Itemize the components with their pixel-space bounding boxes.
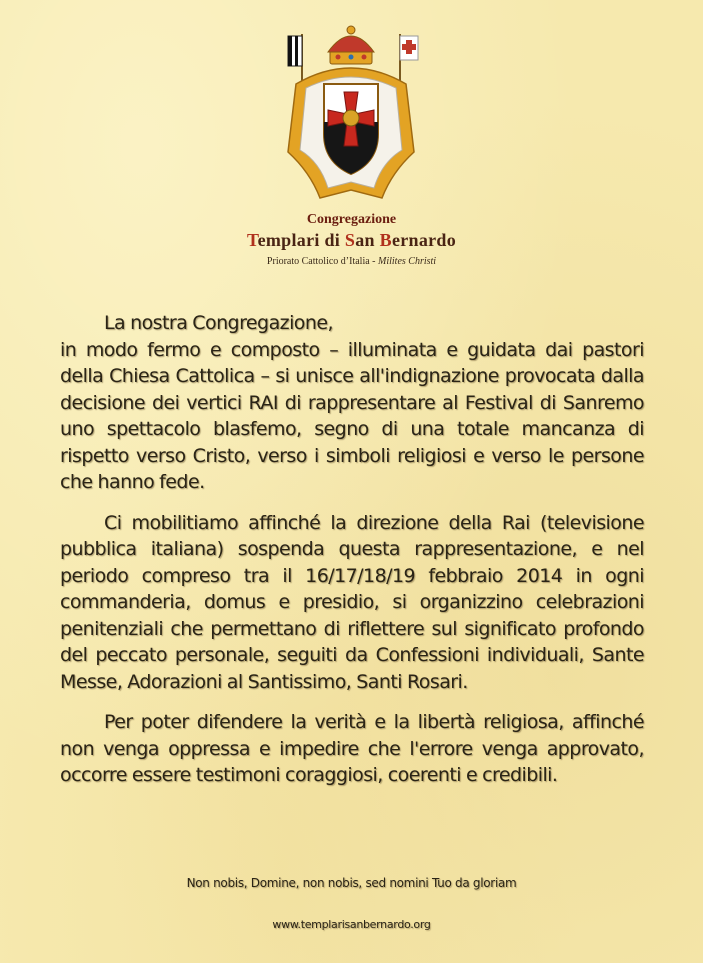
website-link[interactable]: www.templarisanbernardo.org	[272, 918, 431, 931]
org-initial-t: T	[246, 230, 258, 250]
priory-line	[0, 256, 703, 267]
priory-motto: Milites Christi	[378, 256, 437, 267]
paragraph-1	[60, 310, 644, 496]
org-part-2: an	[355, 230, 380, 250]
coat-of-arms-icon	[282, 22, 420, 202]
org-part-3: ernardo	[391, 230, 457, 250]
congregation-label: Congregazione	[306, 212, 397, 227]
org-initial-b: B	[379, 230, 392, 250]
priory-text: Priorato Cattolico d’Italia -	[266, 256, 379, 267]
organization-name	[0, 230, 703, 251]
org-initial-s: S	[344, 230, 356, 250]
paragraph-1-text: in modo fermo e composto – illuminata e guidata dai pastori della Chiesa Cattolica – si unisce all'indignazione provocata dalla decisione dei vertici RAI di rappresentare al Festival di Sanremo uno spettacolo blasfemo, segno di una totale mancanza di rispetto verso Cristo, verso i simboli religiosi e verso le persone che hanno fede.	[60, 338, 644, 493]
header	[0, 212, 703, 267]
latin-motto: Non nobis, Domine, non nobis, sed nomini Tuo da gloriam	[186, 876, 517, 890]
paragraph-2: Ci mobilitiamo affinché la direzione della Rai (televisione pubblica italiana) sospenda questa rappresentazione, e nel periodo compreso tra il 16/17/18/19 febbraio 2014 in ogni commanderia, domus e presidio, si organizzino celebrazioni penitenziali che permettano di riflettere sul significato profondo del peccato personale, seguiti da Confessioni individuali, Sante Messe, Adorazioni al Santissimo, Santi Rosari.	[60, 511, 644, 693]
org-part-1: emplari di	[257, 230, 345, 250]
letter-body	[60, 310, 644, 789]
paragraph-3: Per poter difendere la verità e la libertà religiosa, affinché non venga oppressa e impedire che l'errore venga approvato, occorre essere testimoni coraggiosi, coerenti e credibili.	[60, 711, 644, 786]
paragraph-1-opening: La nostra Congregazione,	[104, 312, 334, 334]
